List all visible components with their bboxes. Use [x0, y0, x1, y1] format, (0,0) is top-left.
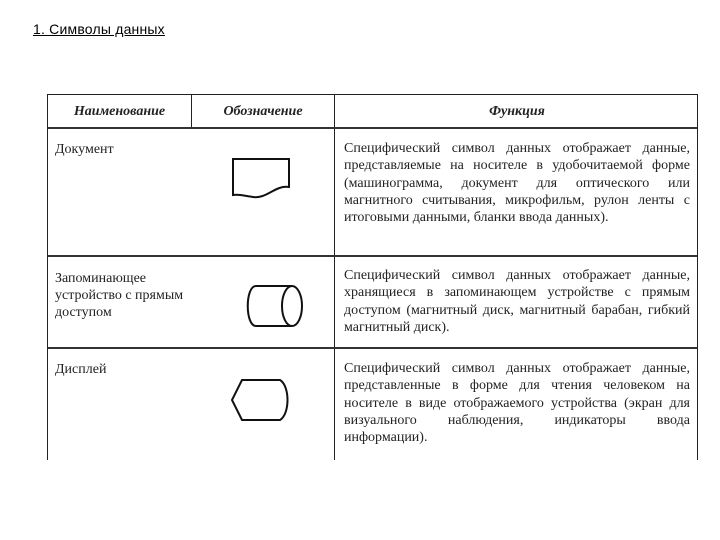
row-3-name: Дисплей — [55, 362, 107, 377]
data-symbols-table — [47, 94, 698, 460]
row-1-function: Специфический символ данных отображает данные, представляемые на носителе в удобочитаемой форме (машинограмма, документ для оптического или магнитного считывания, микрофильм, рулон ленты с итоговыми данными, бланки ввода данных). — [344, 141, 690, 226]
column-divider — [334, 95, 335, 460]
header-name: Наименование — [73, 103, 166, 119]
document-symbol-icon — [231, 157, 293, 201]
header-function: Функция — [489, 103, 545, 119]
row-divider-2 — [48, 347, 697, 349]
row-divider-1 — [48, 255, 697, 257]
row-3-function: Специфический символ данных отображает данные, представленные в форме для чтения человеком на носителе в виде отображаемого устройства (экран для визуального наблюдения, индикаторы ввода информации). — [344, 361, 690, 446]
row-1-name: Документ — [55, 142, 114, 157]
row-2-name: Запоминающее устройство с прямым доступом — [55, 271, 184, 320]
header-symbol: Обозначение — [223, 103, 303, 119]
row-2-function: Специфический символ данных отображает данные, хранящиеся в запоминающем устройстве с прямым доступом (магнитный диск, магнитный барабан, гибкий магнитный диск). — [344, 268, 690, 335]
display-symbol-icon — [230, 378, 294, 422]
direct-access-storage-symbol-icon — [242, 283, 306, 329]
slide-title: 1. Символы данных — [33, 21, 165, 37]
